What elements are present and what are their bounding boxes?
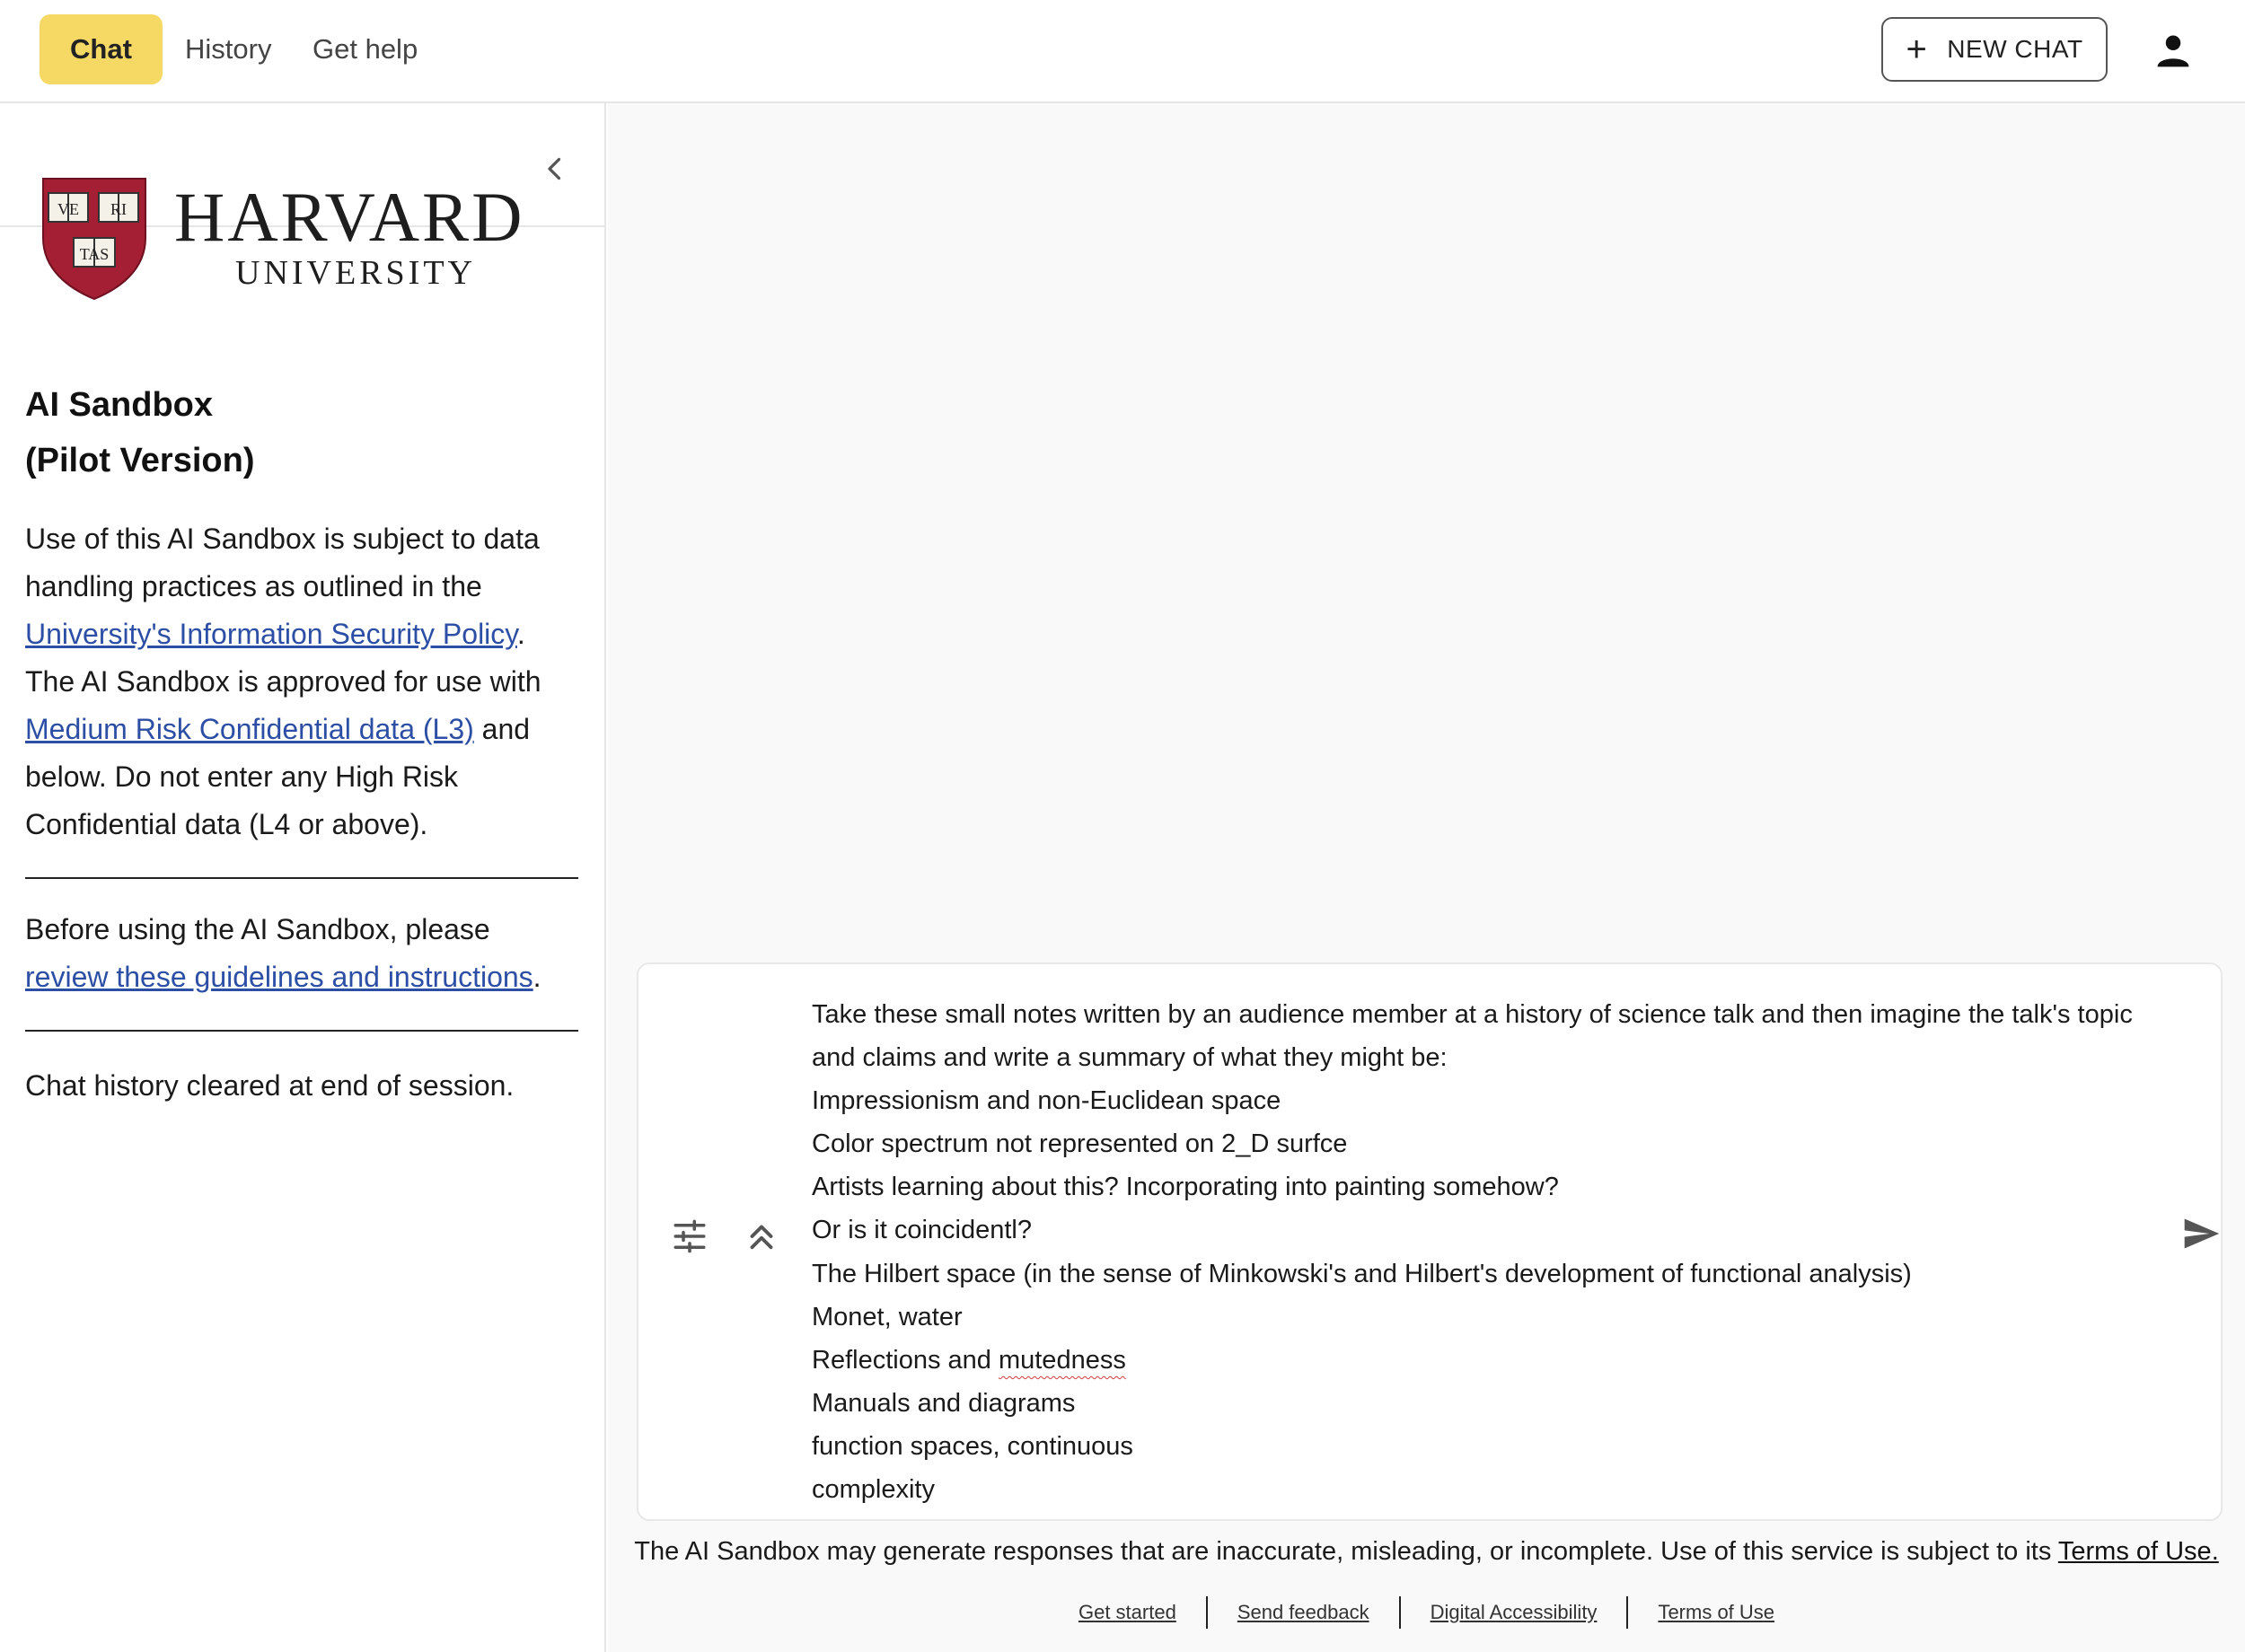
top-bar: [0, 0, 2245, 103]
message-line: The Hilbert space (in the sense of Minkowski's and Hilbert's development of functional analysis): [812, 1259, 1912, 1288]
new-chat-label: NEW CHAT: [1947, 35, 2083, 63]
medium-risk-data-link[interactable]: Medium Risk Confidential data (L3): [25, 713, 474, 745]
message-line: and claims and write a summary of what they might be:: [812, 1043, 1448, 1073]
chat-main: [608, 103, 2245, 1652]
message-line: complexity: [812, 1475, 935, 1505]
terms-of-use-link[interactable]: Terms of Use.: [2057, 1537, 2219, 1566]
message-input[interactable]: [812, 993, 2141, 1511]
message-line: Take these small notes written by an audience member at a history of science talk and then imagine the talk's topic: [812, 1000, 2133, 1029]
message-composer[interactable]: [637, 962, 2223, 1521]
logo-wordmark: HARVARD: [174, 178, 525, 256]
policy-notice: Use of this AI Sandbox is subject to data handling practices as outlined in the University's Information Security Policy. The AI Sandbox is approved for use with Medium Risk Confidential data (L3) and below. Do not enter any High Risk Confidential data (L4 or above).: [25, 523, 541, 840]
chevron-left-icon[interactable]: [539, 153, 571, 185]
sidebar-divider: [25, 877, 578, 879]
message-line: Manuals and diagrams: [812, 1388, 1076, 1418]
message-line: Artists learning about this? Incorporating into painting somehow?: [812, 1173, 1559, 1202]
logo-subtitle: UNIVERSITY: [235, 254, 476, 292]
footer-get-started-link[interactable]: Get started: [1078, 1601, 1176, 1623]
svg-text:TAS: TAS: [79, 245, 110, 263]
veritas-shield-icon: [40, 175, 149, 301]
settings-sliders-icon[interactable]: [671, 1217, 709, 1255]
harvard-logo: [40, 175, 533, 310]
new-chat-button[interactable]: [1881, 17, 2108, 82]
message-line: function spaces, continuous: [812, 1431, 1133, 1461]
sidebar-divider: [25, 1030, 578, 1032]
svg-text:VE: VE: [57, 200, 79, 218]
tab-get-help[interactable]: Get help: [313, 33, 418, 65]
plus-icon: +: [1906, 30, 1928, 69]
misspelled-word: mutedness: [998, 1345, 1126, 1375]
app-title: AI Sandbox: [25, 386, 214, 424]
tab-history[interactable]: History: [185, 33, 272, 65]
svg-text:RI: RI: [110, 200, 127, 218]
history-note: Chat history cleared at end of session.: [25, 1069, 515, 1102]
info-security-policy-link[interactable]: University's Information Security Policy: [25, 618, 517, 650]
user-account-icon[interactable]: [2153, 31, 2193, 70]
message-line: Impressionism and non-Euclidean space: [812, 1086, 1281, 1116]
message-line: Or is it coincidentl?: [812, 1216, 1032, 1245]
expand-up-icon[interactable]: [743, 1217, 780, 1255]
footer-links: [608, 1596, 2245, 1629]
app-version: (Pilot Version): [25, 442, 255, 479]
guidelines-notice: Before using the AI Sandbox, please review these guidelines and instructions.: [25, 913, 541, 993]
footer-send-feedback-link[interactable]: Send feedback: [1237, 1601, 1369, 1623]
footer-terms-link[interactable]: Terms of Use: [1658, 1601, 1775, 1623]
send-icon[interactable]: [2181, 1214, 2221, 1253]
sidebar-content: [25, 377, 578, 1110]
message-line: Reflections and mutedness: [812, 1345, 1126, 1375]
footer-accessibility-link[interactable]: Digital Accessibility: [1430, 1601, 1598, 1623]
guidelines-link[interactable]: review these guidelines and instructions: [25, 961, 533, 993]
message-line: Color spectrum not represented on 2_D surfce: [812, 1129, 1348, 1159]
tab-chat[interactable]: Chat: [40, 14, 163, 84]
message-line: Monet, water: [812, 1302, 963, 1331]
disclaimer: The AI Sandbox may generate responses that are inaccurate, misleading, or incomplete. Use of this service is subject to its Terms of Use.: [634, 1537, 2219, 1566]
